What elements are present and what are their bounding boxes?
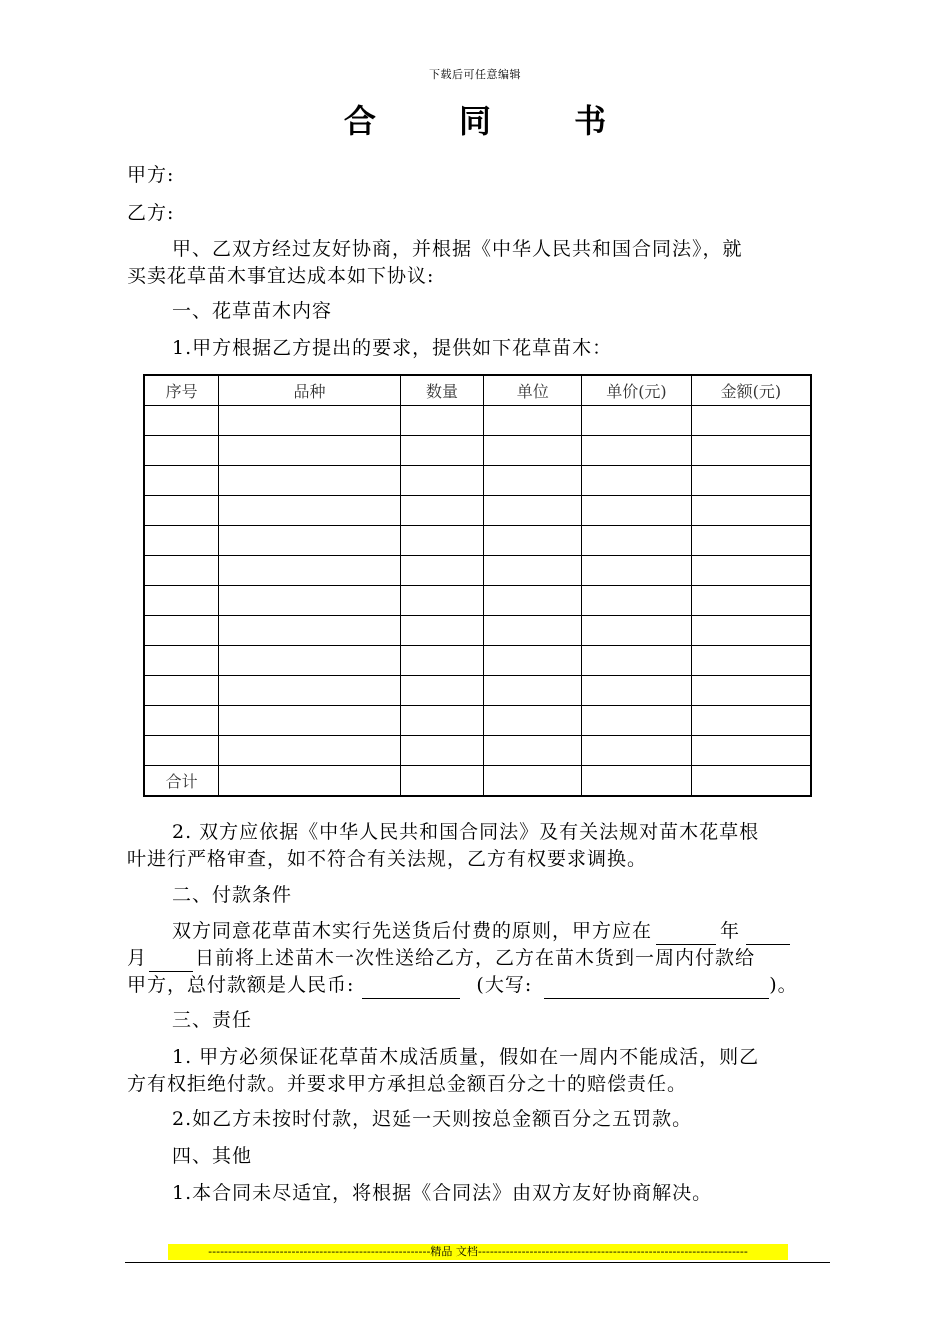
responsibility-item-2: 2.如乙方未按时付款，迟延一天则按总金额百分之五罚款。 [172, 1108, 693, 1130]
party-b-label: 乙方: [127, 202, 175, 224]
payment-line-1-text: 双方同意花草苗木实行先送货后付费的原则，甲方应在 [172, 920, 653, 942]
amount-close-paren: )。 [769, 974, 798, 996]
column-header-unit-price: 单价(元) [582, 375, 692, 406]
month-blank [746, 924, 790, 945]
table-row [144, 436, 811, 466]
table-total-row [144, 766, 811, 797]
payment-line-2-text: 日前将上述苗木一次性送给乙方，乙方在苗木货到一周内付款给 [195, 947, 756, 969]
party-a-label: 甲方: [127, 164, 175, 186]
section-1-item-2-line-1: 2. 双方应依据《中华人民共和国合同法》及有关法规对苗木花草根 [172, 821, 760, 843]
month-label: 月 [127, 947, 148, 969]
table-row [144, 526, 811, 556]
column-header-unit: 单位 [484, 375, 582, 406]
section-3-title: 三、责任 [172, 1009, 253, 1031]
amount-blank [362, 978, 460, 999]
table-row [144, 646, 811, 676]
responsibility-item-1-line-1: 1. 甲方必须保证花草苗木成活质量，假如在一周内不能成活，则乙 [172, 1046, 760, 1068]
day-blank [149, 951, 193, 972]
table-row [144, 406, 811, 436]
table-row [144, 466, 811, 496]
column-header-quantity: 数量 [400, 375, 484, 406]
responsibility-item-1-line-2: 方有权拒绝付款。并要求甲方承担总金额百分之十的赔偿责任。 [127, 1073, 688, 1095]
amount-in-words-label: (大写: [476, 974, 533, 996]
table-row [144, 586, 811, 616]
header-note: 下载后可任意编辑 [429, 68, 521, 81]
footer-watermark-bar: --------------------------------------------------------精品 文档-------------------------------------------------------------------- [168, 1244, 788, 1260]
amount-in-words-blank [544, 978, 769, 999]
payment-line-3 [127, 972, 832, 999]
document-title: 合 同 书 [343, 102, 643, 140]
footer-divider [125, 1262, 830, 1263]
section-1-item-1: 1.甲方根据乙方提出的要求，提供如下花草苗木： [172, 337, 613, 359]
year-label: 年 [720, 920, 741, 942]
table-row [144, 676, 811, 706]
table-row [144, 496, 811, 526]
section-4-title: 四、其他 [172, 1145, 253, 1167]
section-1-item-2-line-2: 叶进行严格审查，如不符合有关法规，乙方有权要求调换。 [127, 848, 648, 870]
intro-line-2: 买卖花草苗木事宜达成本如下协议: [127, 265, 435, 287]
section-1-title: 一、花草苗木内容 [172, 300, 333, 322]
column-header-amount: 金额(元) [691, 375, 811, 406]
other-item-1: 1.本合同未尽适宜，将根据《合同法》由双方友好协商解决。 [172, 1182, 713, 1204]
table-row [144, 616, 811, 646]
section-2-title: 二、付款条件 [172, 884, 293, 906]
payment-line-1 [172, 918, 877, 945]
table-row [144, 556, 811, 586]
items-table [143, 374, 812, 797]
payment-line-2 [127, 945, 832, 972]
total-amount-label: 甲方，总付款额是人民币: [127, 974, 355, 996]
table-header-row [144, 375, 811, 406]
table-row [144, 736, 811, 766]
year-blank [656, 924, 716, 945]
total-label: 合计 [144, 766, 219, 797]
column-header-index: 序号 [144, 375, 219, 406]
intro-line-1: 甲、乙双方经过友好协商，并根据《中华人民共和国合同法》，就 [172, 238, 743, 260]
table-row [144, 706, 811, 736]
column-header-variety: 品种 [219, 375, 400, 406]
